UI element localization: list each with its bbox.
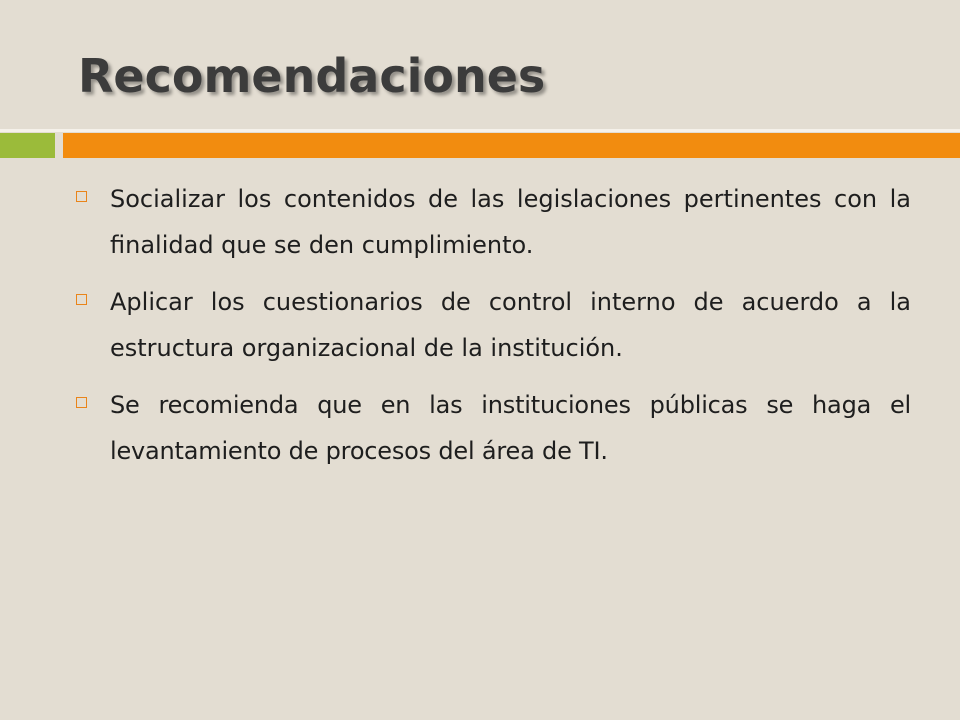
slide-title: Recomendaciones [78, 49, 546, 103]
bullet-text: Aplicar los cuestionarios de control interno de acuerdo a la estructura organizacional de la institución. [110, 288, 911, 362]
bullet-item [76, 279, 911, 371]
hollow-square-icon [76, 191, 87, 202]
bullet-item [76, 176, 911, 268]
title-divider-orange-bar [63, 133, 960, 158]
bullet-text: Se recomienda que en las instituciones públicas se haga el levantamiento de procesos del área de TI. [110, 391, 911, 465]
hollow-square-icon [76, 397, 87, 408]
bullet-text: Socializar los contenidos de las legislaciones pertinentes con la finalidad que se den cumplimiento. [110, 185, 911, 259]
title-divider-highlight [0, 129, 960, 132]
hollow-square-icon [76, 294, 87, 305]
title-divider-green-bar [0, 133, 55, 158]
bullet-list [76, 176, 911, 485]
bullet-item [76, 382, 911, 474]
